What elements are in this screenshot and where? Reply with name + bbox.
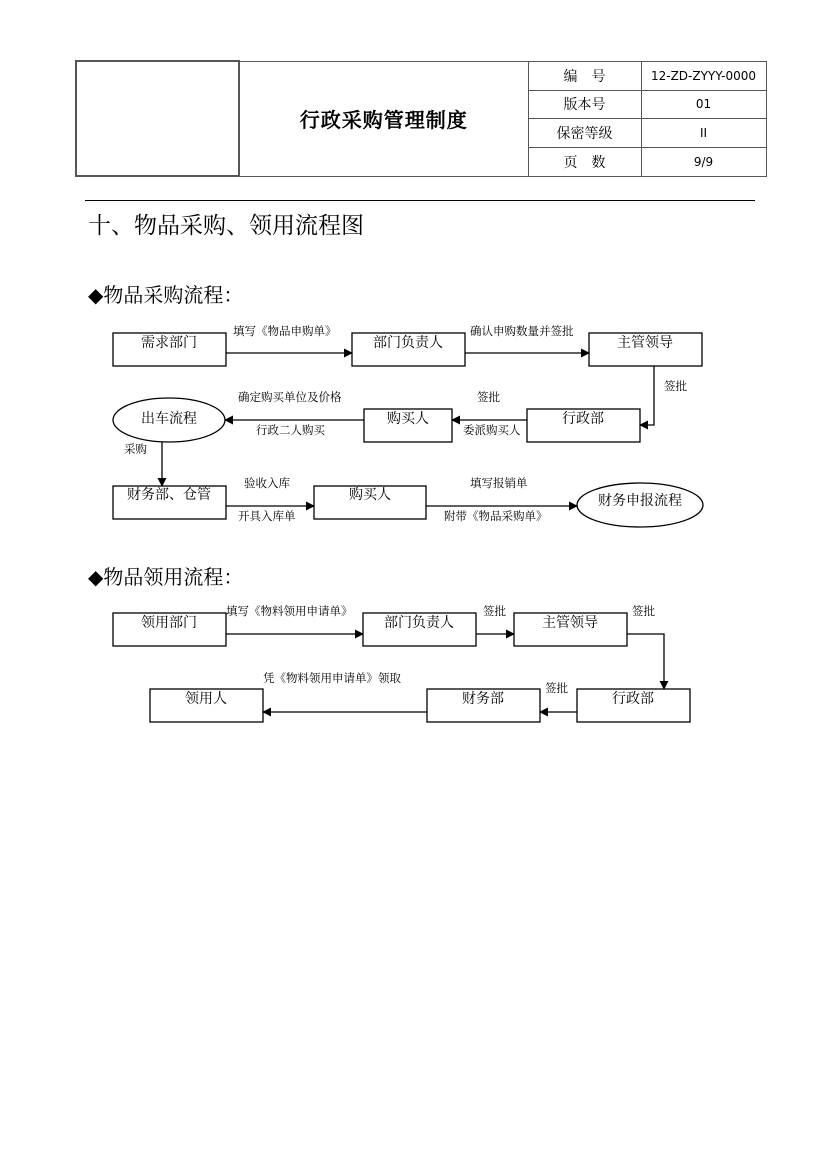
section-title: 十、物品采购、领用流程图 (88, 213, 364, 239)
edge-label-e2: 确认申购数量并签批 (470, 324, 574, 338)
req-edge-label-e3: 签批 (632, 604, 655, 618)
req-label-admin-dept: 行政部 (612, 691, 654, 707)
edge-label-e8-top: 填写报销单 (470, 476, 528, 490)
label-finance-process: 财务申报流程 (598, 493, 682, 509)
label-buyer2: 购买人 (349, 487, 391, 503)
edge-label-e5-top: 确定购买单位及价格 (238, 390, 342, 404)
header-divider (85, 200, 755, 201)
edge-label-e3: 签批 (664, 379, 687, 393)
edge-label-e1: 填写《物品申购单》 (233, 324, 337, 338)
label-supervisor: 主管领导 (617, 335, 673, 351)
req-edge-label-e1: 填写《物料领用申请单》 (226, 604, 353, 618)
meta-label-number: 编 号 (528, 61, 641, 90)
req-label-finance: 财务部 (462, 691, 504, 707)
edge-label-e7-bottom: 开具入库单 (238, 509, 296, 523)
edge-supervisor-to-admin (640, 366, 654, 425)
label-demand-dept: 需求部门 (141, 335, 197, 351)
edge-label-e5-bottom: 行政二人购买 (256, 423, 325, 437)
req-edge-supervisor-to-admin (627, 634, 664, 689)
req-label-use-dept: 领用部门 (141, 615, 197, 631)
meta-value-pages: 9/9 (641, 147, 766, 176)
purchase-flow-title: ◆物品采购流程： (88, 283, 244, 307)
req-label-receiver: 领用人 (185, 691, 227, 707)
req-label-supervisor: 主管领导 (542, 615, 598, 631)
edge-label-e7-top: 验收入库 (244, 476, 290, 490)
edge-label-e8-bottom: 附带《物品采购单》 (444, 509, 548, 523)
label-buyer: 购买人 (387, 411, 429, 427)
requisition-flow-title: ◆物品领用流程： (88, 565, 244, 589)
document-header-table (75, 60, 767, 177)
req-edge-label-e4: 签批 (545, 681, 568, 695)
edge-label-e4-top: 签批 (477, 390, 500, 404)
label-finance-warehouse: 财务部、仓管 (127, 487, 211, 503)
meta-value-confidentiality: II (641, 118, 766, 147)
meta-label-version: 版本号 (528, 90, 641, 118)
doc-title: 行政采购管理制度 (299, 108, 468, 132)
logo-cell (76, 61, 239, 176)
purchase-flowchart (0, 315, 830, 535)
doc-title-cell (239, 61, 528, 176)
meta-value-version: 01 (641, 90, 766, 118)
meta-label-pages: 页 数 (528, 147, 641, 176)
req-edge-label-e5: 凭《物料领用申请单》领取 (263, 671, 401, 685)
label-dept-head: 部门负责人 (373, 335, 443, 351)
edge-label-e6: 采购 (124, 442, 147, 456)
req-label-dept-head: 部门负责人 (384, 615, 454, 631)
requisition-flowchart (0, 598, 830, 730)
meta-label-confidentiality: 保密等级 (528, 118, 641, 147)
req-edge-label-e2: 签批 (483, 604, 506, 618)
label-admin-dept: 行政部 (562, 411, 604, 427)
label-car-process: 出车流程 (141, 411, 197, 427)
edge-label-e4-bottom: 委派购买人 (463, 423, 521, 437)
meta-value-number: 12-ZD-ZYYY-0000 (641, 61, 766, 90)
